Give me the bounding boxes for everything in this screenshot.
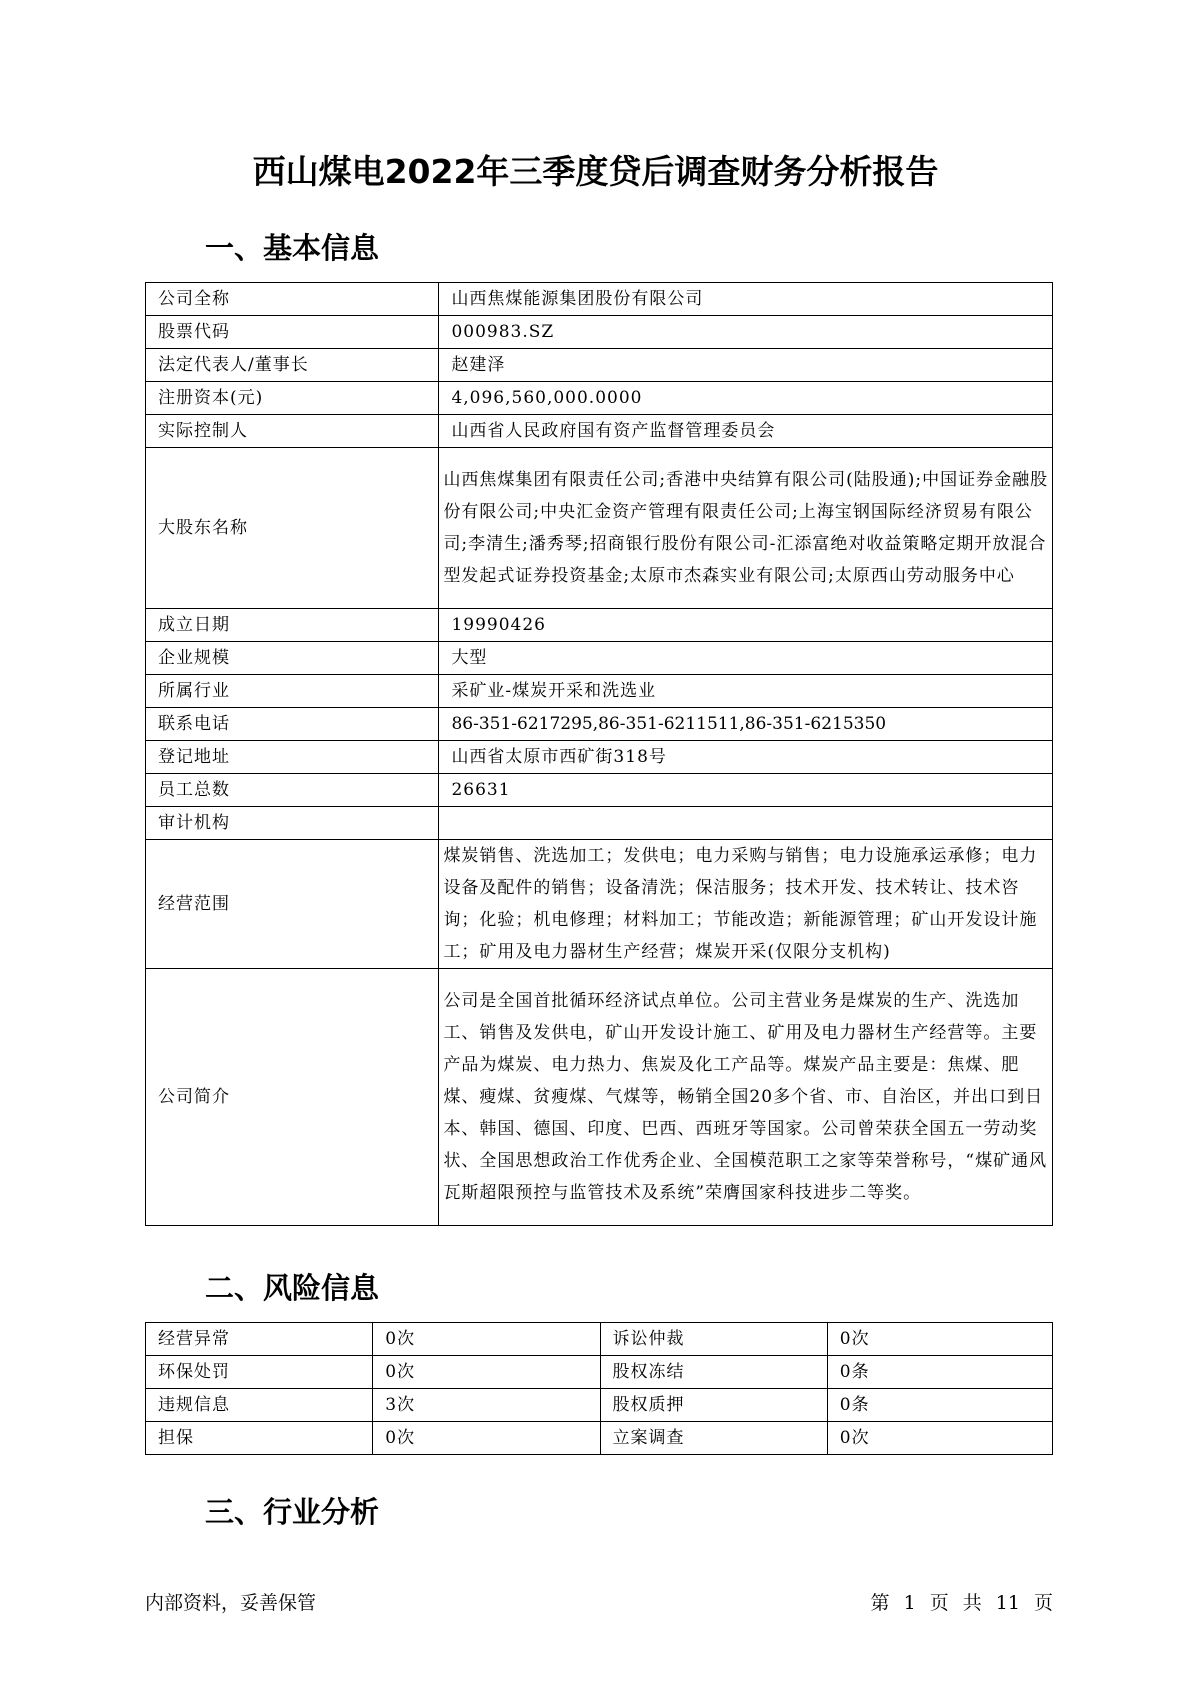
label-industry: 所属行业 <box>146 675 439 708</box>
label-legal-rep: 法定代表人/董事长 <box>146 349 439 382</box>
value-founding-date: 19990426 <box>439 609 1053 642</box>
risk-label: 股权冻结 <box>600 1356 827 1389</box>
label-company-name: 公司全称 <box>146 283 439 316</box>
label-registered-address: 登记地址 <box>146 741 439 774</box>
risk-label: 股权质押 <box>600 1389 827 1422</box>
table-row <box>146 349 1053 382</box>
value-phone: 86-351-6217295,86-351-6211511,86-351-6215350 <box>439 708 1053 741</box>
table-row <box>146 807 1053 840</box>
risk-info-table <box>145 1322 1053 1455</box>
section-heading-risk-info: 二、风险信息 <box>205 1271 380 1305</box>
risk-value: 0次 <box>373 1422 600 1455</box>
label-registered-capital: 注册资本(元) <box>146 382 439 415</box>
value-registered-capital: 4,096,560,000.0000 <box>439 382 1053 415</box>
table-row <box>146 708 1053 741</box>
value-stock-code: 000983.SZ <box>439 316 1053 349</box>
table-row <box>146 448 1053 609</box>
risk-label: 经营异常 <box>146 1323 373 1356</box>
label-audit-firm: 审计机构 <box>146 807 439 840</box>
risk-value: 0次 <box>373 1356 600 1389</box>
table-row <box>146 969 1053 1226</box>
risk-label: 担保 <box>146 1422 373 1455</box>
value-legal-rep: 赵建泽 <box>439 349 1053 382</box>
table-row <box>146 1323 1053 1356</box>
value-employee-count: 26631 <box>439 774 1053 807</box>
value-company-profile: 公司是全国首批循环经济试点单位。公司主营业务是煤炭的生产、洗选加工、销售及发供电，矿山开发设计施工、矿用及电力器材生产经营等。主要产品为煤炭、电力热力、焦炭及化工产品等。煤炭产品主要是：焦煤、肥煤、瘦煤、贫瘦煤、气煤等，畅销全国20多个省、市、自治区，并出口到日本、韩国、德国、印度、巴西、西班牙等国家。公司曾荣获全国五一劳动奖状、全国思想政治工作优秀企业、全国模范职工之家等荣誉称号，“煤矿通风瓦斯超限预控与监管技术及系统”荣膺国家科技进步二等奖。 <box>439 969 1053 1226</box>
value-major-shareholders: 山西焦煤集团有限责任公司;香港中央结算有限公司(陆股通);中国证券金融股份有限公司;中央汇金资产管理有限责任公司;上海宝钢国际经济贸易有限公司;李清生;潘秀琴;招商银行股份有限公司-汇添富绝对收益策略定期开放混合型发起式证券投资基金;太原市杰森实业有限公司;太原西山劳动服务中心 <box>439 448 1053 609</box>
table-row <box>146 1356 1053 1389</box>
value-business-scope: 煤炭销售、洗选加工；发供电；电力采购与销售；电力设施承运承修；电力设备及配件的销售；设备清洗；保洁服务；技术开发、技术转让、技术咨询；化验；机电修理；材料加工；节能改造；新能源管理；矿山开发设计施工；矿用及电力器材生产经营；煤炭开采(仅限分支机构) <box>439 840 1053 969</box>
table-row <box>146 741 1053 774</box>
section-heading-basic-info: 一、基本信息 <box>205 231 380 265</box>
risk-value: 0条 <box>827 1389 1052 1422</box>
value-industry: 采矿业-煤炭开采和洗选业 <box>439 675 1053 708</box>
value-registered-address: 山西省太原市西矿街318号 <box>439 741 1053 774</box>
table-row <box>146 840 1053 969</box>
table-row <box>146 774 1053 807</box>
table-row <box>146 316 1053 349</box>
label-company-scale: 企业规模 <box>146 642 439 675</box>
label-stock-code: 股票代码 <box>146 316 439 349</box>
risk-label: 诉讼仲裁 <box>600 1323 827 1356</box>
label-company-profile: 公司简介 <box>146 969 439 1226</box>
label-actual-controller: 实际控制人 <box>146 415 439 448</box>
value-audit-firm <box>439 807 1053 840</box>
risk-label: 环保处罚 <box>146 1356 373 1389</box>
basic-info-table <box>145 282 1053 1226</box>
report-title: 西山煤电2022年三季度贷后调查财务分析报告 <box>252 152 939 191</box>
table-row <box>146 382 1053 415</box>
table-row <box>146 415 1053 448</box>
table-row <box>146 675 1053 708</box>
label-business-scope: 经营范围 <box>146 840 439 969</box>
risk-value: 3次 <box>373 1389 600 1422</box>
value-company-name: 山西焦煤能源集团股份有限公司 <box>439 283 1053 316</box>
label-founding-date: 成立日期 <box>146 609 439 642</box>
table-row <box>146 609 1053 642</box>
risk-value: 0次 <box>373 1323 600 1356</box>
value-actual-controller: 山西省人民政府国有资产监督管理委员会 <box>439 415 1053 448</box>
label-major-shareholders: 大股东名称 <box>146 448 439 609</box>
footer-confidential-note: 内部资料，妥善保管 <box>145 1592 317 1614</box>
section-heading-industry: 三、行业分析 <box>205 1495 380 1529</box>
risk-value: 0次 <box>827 1323 1052 1356</box>
table-row <box>146 1422 1053 1455</box>
footer-page-number: 第 1 页 共 11 页 <box>870 1592 1053 1614</box>
table-row <box>146 283 1053 316</box>
label-phone: 联系电话 <box>146 708 439 741</box>
risk-value: 0条 <box>827 1356 1052 1389</box>
risk-value: 0次 <box>827 1422 1052 1455</box>
risk-label: 违规信息 <box>146 1389 373 1422</box>
risk-label: 立案调查 <box>600 1422 827 1455</box>
table-row <box>146 1389 1053 1422</box>
value-company-scale: 大型 <box>439 642 1053 675</box>
label-employee-count: 员工总数 <box>146 774 439 807</box>
table-row <box>146 642 1053 675</box>
